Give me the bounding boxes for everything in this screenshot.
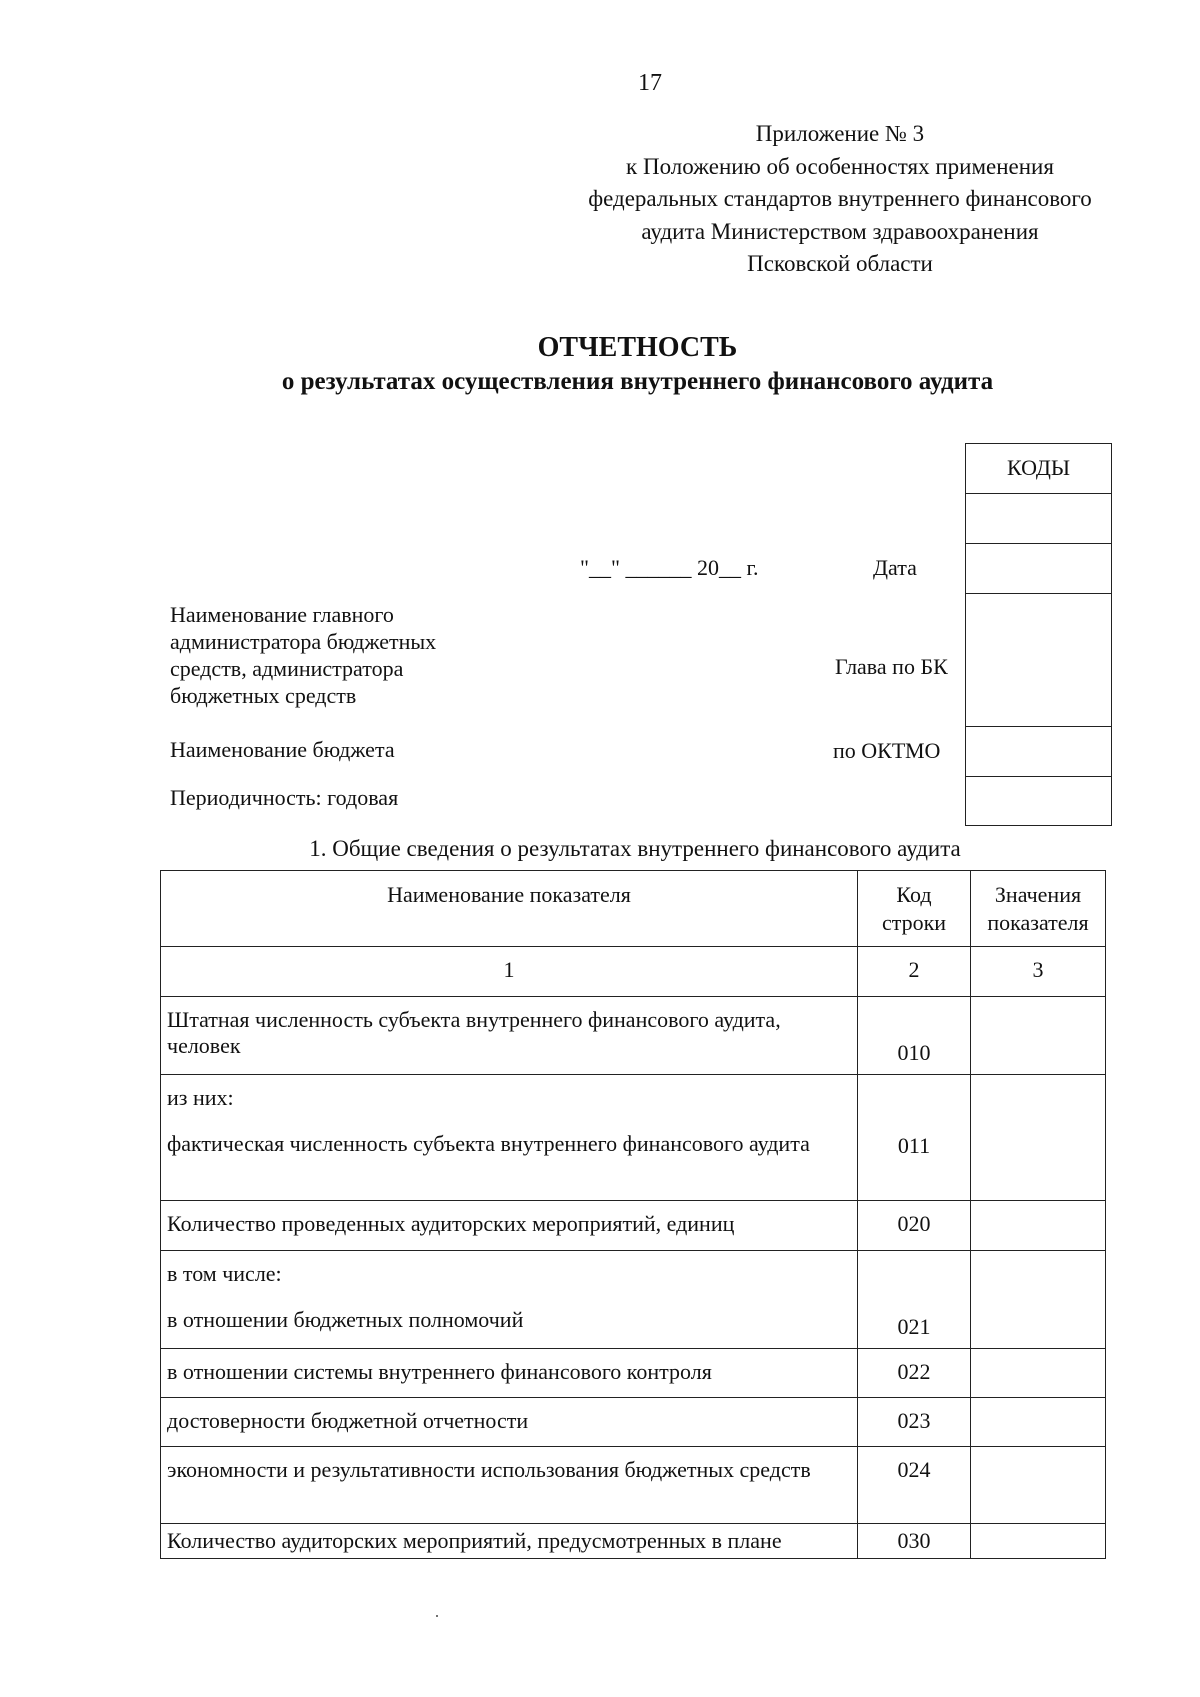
appendix-line: федеральных стандартов внутреннего финансового: [588, 186, 1092, 211]
table-header-row: [161, 871, 1106, 947]
row-value[interactable]: [971, 1075, 1106, 1201]
row-code: 020: [858, 1201, 971, 1251]
row-value[interactable]: [971, 997, 1106, 1075]
section-title: 1. Общие сведения о результатах внутреннего финансового аудита: [309, 836, 961, 861]
table-column-numbers-row: [161, 947, 1106, 997]
appendix-line: Приложение № 3: [755, 121, 925, 146]
date-line: "__" ______ 20__ г.: [580, 555, 759, 580]
row-name: в отношении бюджетных полномочий: [167, 1307, 524, 1332]
row-value[interactable]: [971, 1251, 1106, 1349]
table-row: [161, 1524, 1106, 1559]
chapter-bk-label: Глава по БК: [835, 654, 948, 679]
row-name: экономности и результативности использования бюджетных средств: [161, 1447, 858, 1524]
appendix-block: [540, 118, 1140, 281]
header-indicator-value: Значения показателя: [971, 871, 1106, 947]
row-name: фактическая численность субъекта внутреннего финансового аудита: [167, 1131, 810, 1156]
header-row-code: Код строки: [858, 871, 971, 947]
table-row: [161, 1201, 1106, 1251]
table-row: [161, 1251, 1106, 1349]
codes-date-cell: [966, 543, 1111, 593]
codes-oktmo-cell: [966, 726, 1111, 776]
codes-chapter-cell: [966, 593, 1111, 726]
row-name-group: [161, 1075, 858, 1201]
column-number: 1: [161, 947, 858, 997]
column-number: 3: [971, 947, 1106, 997]
budget-name-label: Наименование бюджета: [170, 737, 395, 762]
row-pre-label: в том числе:: [167, 1261, 282, 1286]
oktmo-label: по ОКТМО: [833, 738, 941, 763]
row-name: Штатная численность субъекта внутреннего финансового аудита, человек: [161, 997, 858, 1075]
appendix-line: аудита Министерством здравоохранения: [641, 218, 1039, 244]
codes-form-cell: [966, 493, 1111, 543]
indicators-table: [160, 870, 1106, 1559]
row-value[interactable]: [971, 1201, 1106, 1251]
appendix-line: к Положению об особенностях применения: [626, 153, 1054, 179]
date-label: Дата: [873, 555, 917, 580]
table-row: [161, 1447, 1106, 1524]
row-name: достоверности бюджетной отчетности: [161, 1398, 858, 1447]
row-pre-label: из них:: [167, 1085, 234, 1110]
row-code: 023: [858, 1398, 971, 1447]
row-value[interactable]: [971, 1349, 1106, 1398]
document-title: ОТЧЕТНОСТЬ: [537, 332, 738, 363]
codes-periodicity-cell: [966, 776, 1111, 826]
header-indicator-name: Наименование показателя: [161, 871, 858, 947]
row-value[interactable]: [971, 1398, 1106, 1447]
scan-speck: [436, 1615, 438, 1617]
codes-column: [965, 443, 1112, 826]
row-code: 030: [858, 1524, 971, 1559]
row-code: 010: [858, 997, 971, 1075]
page-number: 17: [638, 70, 662, 96]
document-subtitle: о результатах осуществления внутреннего финансового аудита: [281, 368, 994, 395]
row-code: 022: [858, 1349, 971, 1398]
row-code: 011: [858, 1075, 971, 1201]
table-row: [161, 997, 1106, 1075]
codes-header: КОДЫ: [966, 443, 1111, 493]
row-value[interactable]: [971, 1524, 1106, 1559]
table-row: [161, 1349, 1106, 1398]
row-name: Количество проведенных аудиторских мероприятий, единиц: [161, 1201, 858, 1251]
periodicity-label: Периодичность: годовая: [170, 785, 399, 810]
row-name-group: [161, 1251, 858, 1349]
row-code: 024: [858, 1447, 971, 1524]
column-number: 2: [858, 947, 971, 997]
appendix-line: Псковской области: [747, 251, 933, 276]
row-value[interactable]: [971, 1447, 1106, 1524]
table-row: [161, 1075, 1106, 1201]
row-name: Количество аудиторских мероприятий, предусмотренных в плане: [161, 1524, 858, 1559]
admin-name-label: Наименование главного администратора бюджетных средств, администратора бюджетных средств: [170, 602, 437, 708]
row-code: 021: [858, 1251, 971, 1349]
table-row: [161, 1398, 1106, 1447]
row-name: в отношении системы внутреннего финансового контроля: [161, 1349, 858, 1398]
